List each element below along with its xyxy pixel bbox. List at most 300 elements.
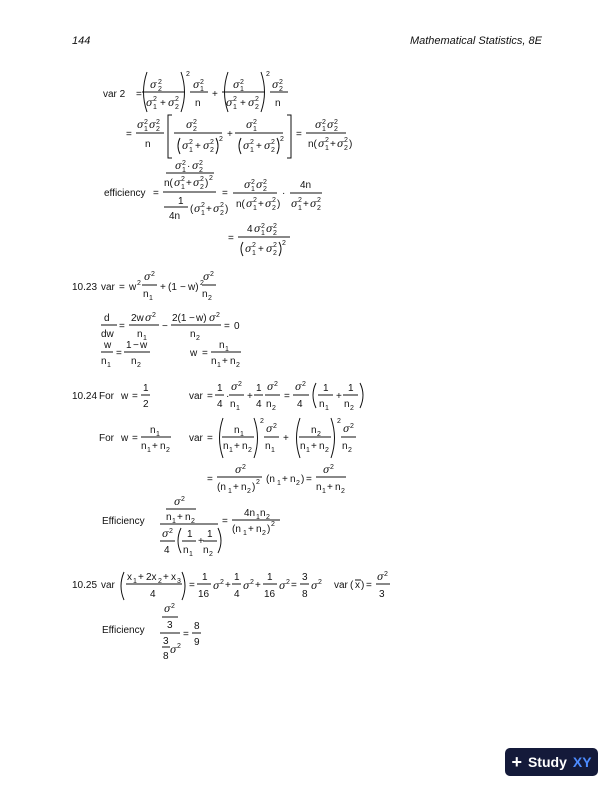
svg-text:−: − (162, 321, 168, 332)
svg-text:n: n (342, 441, 348, 452)
exercise-10-24 (72, 381, 363, 558)
svg-text:w: w (129, 282, 137, 293)
svg-text:4n: 4n (244, 508, 256, 519)
svg-text:2: 2 (236, 362, 240, 369)
svg-text:σ: σ (267, 382, 274, 393)
svg-text:σ: σ (318, 139, 325, 150)
svg-text:var: var (101, 282, 115, 293)
svg-text:2: 2 (271, 139, 275, 146)
svg-text:n: n (101, 356, 107, 367)
svg-text:2: 2 (158, 86, 162, 93)
svg-text:σ: σ (213, 581, 220, 592)
svg-text:1: 1 (228, 488, 232, 495)
svg-text:n: n (335, 482, 341, 493)
svg-text:1: 1 (172, 518, 176, 525)
svg-text:σ: σ (246, 120, 253, 131)
svg-text:2: 2 (317, 431, 321, 438)
svg-text:w: w (140, 340, 148, 351)
svg-text:+: + (311, 441, 317, 452)
svg-text:=: = (136, 89, 142, 100)
svg-text:σ: σ (203, 141, 210, 152)
svg-text:1: 1 (261, 230, 265, 237)
svg-text:1: 1 (107, 362, 111, 369)
svg-text:2: 2 (250, 579, 254, 586)
svg-text:n: n (344, 399, 350, 410)
svg-text:n: n (241, 482, 247, 493)
svg-text:+: + (283, 433, 289, 444)
svg-text:16: 16 (198, 589, 210, 600)
svg-text:d: d (104, 313, 110, 324)
svg-text:2: 2 (279, 86, 283, 93)
svg-text:2: 2 (137, 280, 141, 287)
svg-text:1: 1 (234, 572, 240, 583)
svg-text:(: ( (190, 204, 194, 215)
svg-text:2: 2 (199, 160, 203, 167)
svg-text:=: = (119, 321, 125, 332)
svg-text:σ: σ (327, 120, 334, 131)
svg-text:2: 2 (302, 381, 306, 388)
svg-text:1: 1 (250, 147, 254, 154)
svg-text:2: 2 (156, 119, 160, 126)
svg-text:1: 1 (253, 126, 257, 133)
svg-text:n: n (223, 441, 229, 452)
svg-text:8: 8 (163, 651, 169, 662)
svg-text:2: 2 (240, 79, 244, 86)
svg-text:σ: σ (231, 382, 238, 393)
svg-text:n: n (242, 441, 248, 452)
svg-text:2: 2 (191, 518, 195, 525)
svg-text:w: w (190, 348, 198, 359)
svg-text:2: 2 (266, 514, 270, 521)
svg-text:1: 1 (217, 383, 223, 394)
svg-text:n: n (202, 289, 208, 300)
svg-text:+: + (222, 356, 228, 367)
svg-text:+: + (336, 391, 342, 402)
svg-text:2: 2 (182, 160, 186, 167)
svg-text:1: 1 (189, 551, 193, 558)
svg-text:+: + (212, 89, 218, 100)
svg-text:): ) (252, 482, 256, 493)
svg-text:σ: σ (233, 80, 240, 91)
svg-text:σ: σ (162, 529, 169, 540)
svg-text:n: n (137, 329, 143, 340)
svg-text:=: = (116, 348, 122, 359)
svg-text:1: 1 (144, 126, 148, 133)
svg-text:+: + (163, 572, 169, 583)
svg-text:2: 2 (171, 603, 175, 610)
svg-text:var: var (101, 580, 115, 591)
svg-text:n: n (131, 356, 137, 367)
svg-text:2: 2 (199, 167, 203, 174)
svg-text:2: 2 (344, 145, 348, 152)
svg-text:2: 2 (250, 139, 254, 146)
svg-text:+: + (160, 98, 166, 109)
svg-text:+: + (198, 536, 204, 547)
svg-text:0: 0 (234, 321, 240, 332)
svg-text:4: 4 (256, 399, 262, 410)
svg-text:n: n (195, 98, 201, 109)
svg-text:1: 1 (323, 383, 329, 394)
svg-text:2: 2 (273, 230, 277, 237)
svg-text:2: 2 (193, 126, 197, 133)
svg-text:1: 1 (143, 335, 147, 342)
svg-text:σ: σ (146, 98, 153, 109)
svg-text:2: 2 (273, 250, 277, 257)
svg-text:+: + (206, 204, 212, 215)
svg-text:2: 2 (158, 79, 162, 86)
svg-text:8: 8 (194, 621, 200, 632)
svg-text:w): w) (196, 313, 207, 324)
svg-text:2: 2 (255, 96, 259, 103)
svg-text:(: ( (350, 580, 354, 591)
svg-text:2: 2 (144, 119, 148, 126)
svg-text:σ: σ (144, 272, 151, 283)
svg-text:2x: 2x (146, 572, 157, 583)
svg-text:): ) (301, 474, 305, 485)
svg-text:σ: σ (193, 178, 200, 189)
svg-text:σ: σ (245, 244, 252, 255)
svg-text:n: n (190, 329, 196, 340)
svg-text:2: 2 (152, 312, 156, 319)
svg-text:1: 1 (202, 572, 208, 583)
svg-text:2: 2 (261, 223, 265, 230)
svg-text:σ: σ (186, 120, 193, 131)
svg-text:1: 1 (240, 86, 244, 93)
svg-text:=: = (306, 474, 312, 485)
svg-text:σ: σ (145, 313, 152, 324)
studyx-badge[interactable] (505, 748, 598, 776)
svg-text:w: w (104, 340, 112, 351)
svg-text:1: 1 (252, 250, 256, 257)
svg-text:2: 2 (334, 126, 338, 133)
svg-text:·: · (226, 391, 230, 402)
svg-text:=: = (284, 391, 290, 402)
svg-text:1: 1 (149, 295, 153, 302)
svg-text:σ: σ (209, 313, 216, 324)
svg-text:1: 1 (182, 167, 186, 174)
svg-text:2: 2 (233, 96, 237, 103)
svg-text:2: 2 (273, 242, 277, 249)
exercise-label: 10.23 (72, 282, 98, 293)
svg-text:n: n (316, 482, 322, 493)
svg-text:n: n (319, 399, 325, 410)
svg-text:(n: (n (266, 474, 275, 485)
svg-text:+: + (303, 199, 309, 210)
svg-text:=: = (366, 580, 372, 591)
svg-text:2: 2 (200, 176, 204, 183)
svg-text:2: 2 (156, 126, 160, 133)
svg-text:1: 1 (189, 147, 193, 154)
svg-text:σ: σ (337, 139, 344, 150)
svg-text:2: 2 (348, 447, 352, 454)
svg-text:σ: σ (182, 141, 189, 152)
equation-var2 (103, 71, 352, 158)
svg-text:σ: σ (194, 204, 201, 215)
svg-text:2: 2 (137, 362, 141, 369)
svg-text:): ) (349, 139, 353, 150)
svg-text:1: 1 (277, 480, 281, 487)
svg-text:3: 3 (163, 636, 169, 647)
svg-text:2: 2 (255, 104, 259, 111)
svg-text:2: 2 (330, 464, 334, 471)
svg-text:2: 2 (318, 579, 322, 586)
svg-text:2: 2 (253, 119, 257, 126)
svg-text:=: = (222, 516, 228, 527)
svg-text:=: = (189, 580, 195, 591)
svg-text:2: 2 (344, 137, 348, 144)
svg-text:2: 2 (181, 496, 185, 503)
svg-text:2: 2 (350, 423, 354, 430)
svg-text:+: + (186, 178, 192, 189)
svg-text:=: = (222, 188, 228, 199)
svg-text:σ: σ (264, 141, 271, 152)
svg-text:For: For (99, 391, 114, 402)
svg-text:(n: (n (217, 482, 226, 493)
svg-text:2: 2 (220, 210, 224, 217)
svg-text:4n: 4n (169, 211, 181, 222)
svg-text:2: 2 (273, 223, 277, 230)
svg-text:2: 2 (200, 280, 204, 287)
svg-text:x: x (127, 572, 132, 583)
svg-text:2: 2 (279, 79, 283, 86)
svg-text:1: 1 (143, 383, 149, 394)
svg-text:4: 4 (234, 589, 240, 600)
svg-text:σ: σ (246, 199, 253, 210)
badge-text: Study (527, 754, 567, 770)
svg-text:+: + (177, 512, 183, 523)
svg-text:2: 2 (282, 240, 286, 247)
svg-text:=: = (126, 129, 132, 140)
svg-text:−: − (133, 340, 139, 351)
svg-text:2: 2 (272, 197, 276, 204)
svg-text:2: 2 (256, 479, 260, 486)
svg-text:2: 2 (325, 137, 329, 144)
svg-text:9: 9 (194, 637, 200, 648)
exercise-label: 10.25 (72, 580, 98, 591)
svg-text:=: = (207, 474, 213, 485)
svg-text:σ: σ (149, 120, 156, 131)
svg-text:2(1: 2(1 (172, 313, 187, 324)
svg-text:4n: 4n (300, 180, 312, 191)
svg-text:+: + (152, 441, 158, 452)
svg-text:σ: σ (137, 120, 144, 131)
svg-text:σ: σ (266, 244, 273, 255)
svg-text:σ: σ (323, 465, 330, 476)
svg-text:n: n (230, 356, 236, 367)
svg-text:+: + (234, 441, 240, 452)
exercise-10-23 (72, 271, 241, 369)
svg-text:2: 2 (272, 405, 276, 412)
svg-text:16: 16 (264, 589, 276, 600)
svg-text:1: 1 (147, 447, 151, 454)
svg-text:σ: σ (248, 98, 255, 109)
svg-text:1: 1 (256, 383, 262, 394)
svg-text:+: + (282, 474, 288, 485)
svg-text:w: w (121, 433, 129, 444)
svg-text:n(: n( (308, 139, 317, 150)
svg-text:σ: σ (170, 645, 177, 656)
svg-text:+: + (195, 141, 201, 152)
svg-text:2: 2 (238, 381, 242, 388)
svg-text:2: 2 (280, 136, 284, 143)
svg-text:2: 2 (220, 202, 224, 209)
svg-text:2: 2 (158, 578, 162, 585)
svg-text:n: n (311, 425, 317, 436)
svg-text:8: 8 (302, 589, 308, 600)
svg-text:2: 2 (177, 643, 181, 650)
svg-text:+: + (258, 244, 264, 255)
svg-text:n: n (185, 512, 191, 523)
svg-text:n: n (160, 441, 166, 452)
svg-text:2: 2 (208, 295, 212, 302)
svg-text:=: = (183, 629, 189, 640)
svg-text:2: 2 (186, 71, 190, 78)
svg-text:2: 2 (166, 447, 170, 454)
svg-text:2: 2 (181, 176, 185, 183)
svg-text:n: n (145, 139, 151, 150)
svg-text:n: n (211, 356, 217, 367)
svg-text:=: = (153, 188, 159, 199)
svg-text:2: 2 (193, 119, 197, 126)
svg-text:4: 4 (217, 399, 223, 410)
svg-text:σ: σ (226, 98, 233, 109)
svg-text:σ: σ (168, 98, 175, 109)
svg-text:n: n (275, 98, 281, 109)
svg-text:n: n (290, 474, 296, 485)
svg-text:+: + (255, 580, 261, 591)
svg-text:1: 1 (306, 447, 310, 454)
svg-text:σ: σ (343, 424, 350, 435)
svg-text:σ: σ (377, 572, 384, 583)
svg-text:x: x (171, 572, 176, 583)
svg-text:1: 1 (187, 529, 193, 540)
svg-text:2: 2 (151, 271, 155, 278)
svg-text:1: 1 (240, 431, 244, 438)
svg-text:w: w (121, 391, 129, 402)
svg-text:=: = (132, 391, 138, 402)
svg-text:n: n (183, 545, 189, 556)
svg-text:2: 2 (271, 147, 275, 154)
svg-text:·: · (282, 188, 286, 199)
svg-text:n(: n( (236, 199, 245, 210)
svg-text:2: 2 (286, 579, 290, 586)
svg-text:3: 3 (167, 620, 173, 631)
svg-text:2: 2 (317, 205, 321, 212)
svg-text:3: 3 (379, 589, 385, 600)
svg-text:1: 1 (322, 488, 326, 495)
svg-text:x: x (355, 580, 360, 591)
svg-text:w): w) (188, 282, 199, 293)
svg-text:2: 2 (271, 521, 275, 528)
svg-text:4: 4 (150, 589, 156, 600)
svg-text:+: + (138, 572, 144, 583)
book-title: Mathematical Statistics, 8E (409, 35, 542, 47)
svg-text:+: + (258, 199, 264, 210)
svg-text:1: 1 (253, 205, 257, 212)
svg-text:2: 2 (296, 480, 300, 487)
svg-text:1: 1 (200, 86, 204, 93)
svg-text:2: 2 (209, 175, 213, 182)
exercise-10-25 (72, 571, 390, 662)
svg-text:1: 1 (229, 447, 233, 454)
svg-text:2: 2 (200, 79, 204, 86)
svg-text:σ: σ (311, 581, 318, 592)
svg-text:n: n (141, 441, 147, 452)
svg-text:n: n (260, 508, 266, 519)
svg-text:(n: (n (232, 524, 241, 535)
page-number: 144 (72, 35, 91, 47)
svg-text:σ: σ (295, 382, 302, 393)
svg-text:σ: σ (213, 204, 220, 215)
svg-text:2: 2 (196, 335, 200, 342)
svg-text:2: 2 (242, 464, 246, 471)
svg-text:1: 1 (153, 104, 157, 111)
svg-text:2: 2 (210, 271, 214, 278)
svg-text:σ: σ (174, 178, 181, 189)
svg-text:): ) (267, 524, 271, 535)
svg-text:n: n (150, 425, 156, 436)
svg-text:+: + (330, 139, 336, 150)
svg-text:2: 2 (298, 197, 302, 204)
svg-text:σ: σ (315, 120, 322, 131)
svg-text:+: + (227, 129, 233, 140)
svg-text:=: = (291, 580, 297, 591)
svg-text:n: n (230, 399, 236, 410)
svg-text:σ: σ (254, 224, 261, 235)
svg-text:2: 2 (266, 71, 270, 78)
svg-text:1: 1 (133, 578, 137, 585)
svg-text:σ: σ (256, 180, 263, 191)
svg-text:=: = (228, 233, 234, 244)
svg-text:2: 2 (272, 205, 276, 212)
svg-text:1: 1 (207, 529, 213, 540)
svg-text:+: + (233, 482, 239, 493)
svg-text:2: 2 (350, 405, 354, 412)
svg-text:1: 1 (233, 104, 237, 111)
svg-text:+: + (240, 98, 246, 109)
svg-text:2: 2 (153, 96, 157, 103)
svg-text:n: n (143, 289, 149, 300)
svg-text:2: 2 (200, 184, 204, 191)
svg-text:σ: σ (193, 80, 200, 91)
svg-text:1: 1 (325, 405, 329, 412)
svg-text:σ: σ (266, 424, 273, 435)
svg-text:2: 2 (248, 447, 252, 454)
svg-text:σ: σ (243, 581, 250, 592)
svg-text:2: 2 (273, 423, 277, 430)
svg-text:n: n (166, 512, 172, 523)
svg-text:1: 1 (178, 196, 184, 207)
svg-text:4: 4 (247, 224, 253, 235)
svg-text:1: 1 (225, 346, 229, 353)
svg-text:2: 2 (384, 571, 388, 578)
svg-text:σ: σ (291, 199, 298, 210)
svg-text:2: 2 (201, 202, 205, 209)
svg-text:−: − (180, 282, 186, 293)
svg-text:n: n (319, 441, 325, 452)
svg-text:2: 2 (325, 447, 329, 454)
svg-text:2: 2 (274, 381, 278, 388)
svg-text:2: 2 (216, 312, 220, 319)
svg-text:·: · (187, 161, 191, 172)
svg-text:n: n (265, 441, 271, 452)
svg-text:2: 2 (220, 579, 224, 586)
svg-text:1: 1 (181, 184, 185, 191)
svg-text:n: n (256, 524, 262, 535)
svg-text:=: = (207, 433, 213, 444)
svg-text:var: var (189, 391, 203, 402)
label-efficiency: Efficiency (102, 516, 145, 527)
